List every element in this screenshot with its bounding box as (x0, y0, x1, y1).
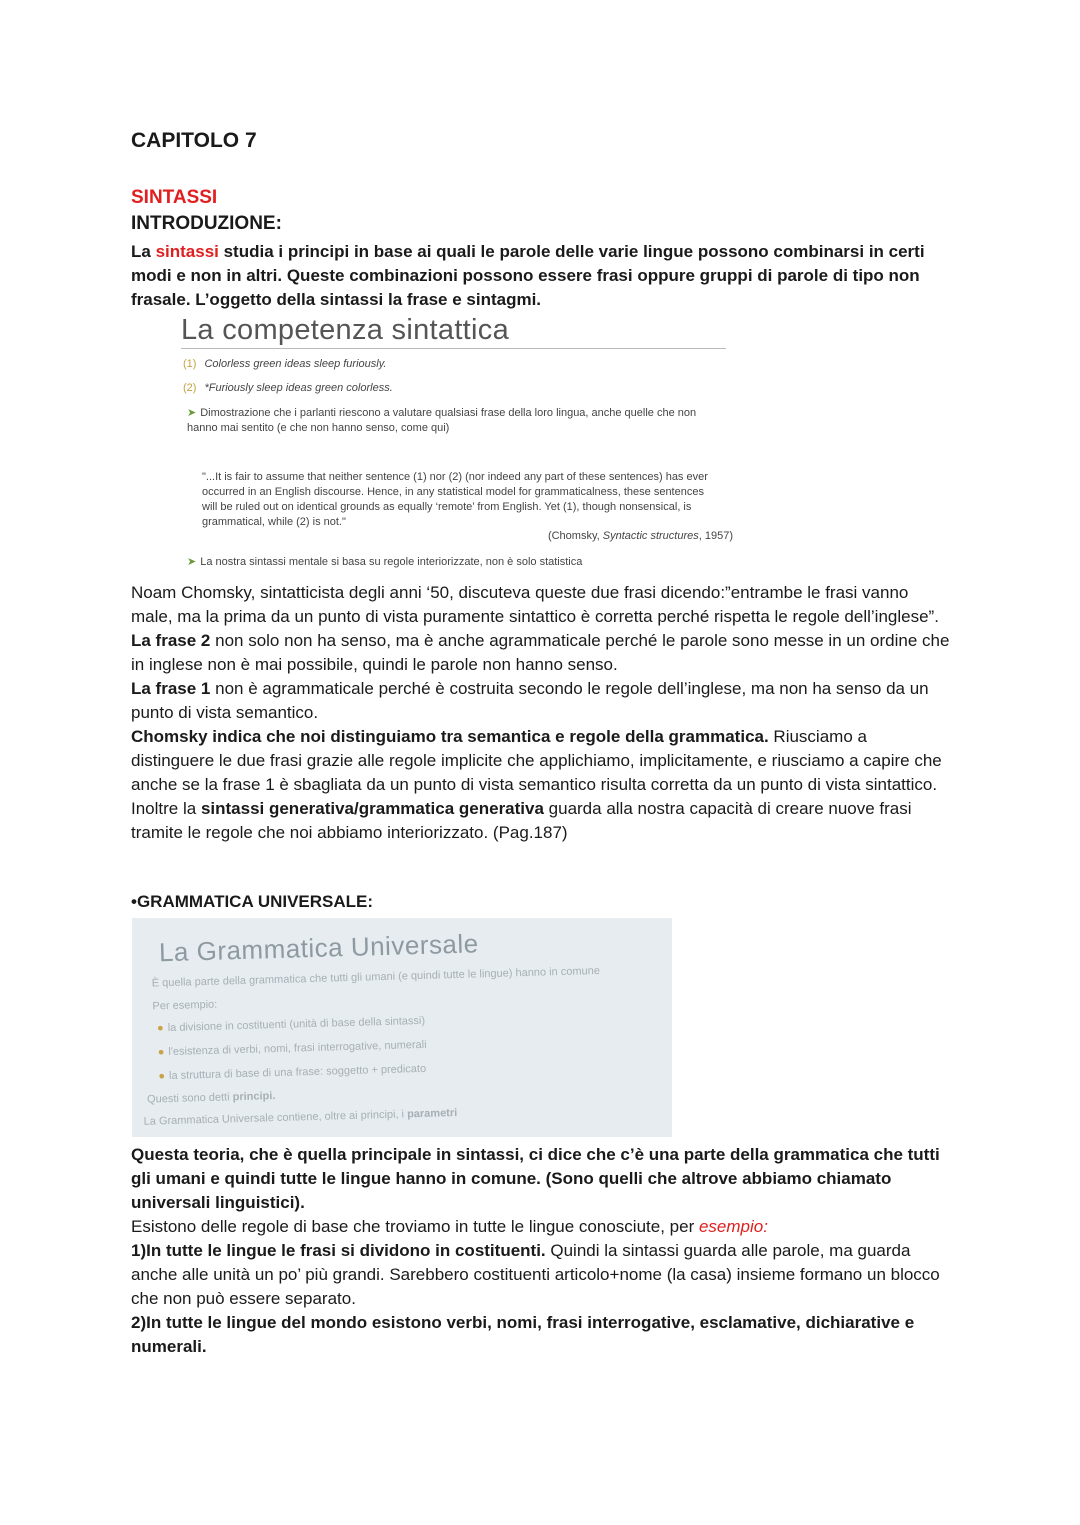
paragraph-frase-1 (131, 677, 951, 725)
cite-title: Syntactic structures (602, 530, 699, 542)
bullet-2-text: La nostra sintassi mentale si basa su regole interiorizzate, non è solo statistica (200, 556, 583, 568)
slide2-title: La Grammatica Universale (158, 928, 480, 968)
frase-2-text: non solo non ha senso, ma è anche agrammaticale perché le parole sono messe in un ordine che in inglese non è mai possibile, quindi le parole non hanno senso. (131, 631, 950, 674)
arrow-bullet-icon: ➤ (187, 407, 197, 419)
slide2-line-3 (147, 1090, 276, 1106)
slide1-bullet-2 (187, 555, 727, 570)
slide-syntactic-competence (181, 312, 781, 574)
slide1-example-1 (183, 358, 386, 370)
semantics-bold: Chomsky indica che noi distinguiamo tra semantica e regole della grammatica. (131, 727, 769, 746)
slide2-line-4 (144, 1107, 458, 1128)
example-2-number: (2) (183, 382, 197, 394)
example-1-text: Colorless green ideas sleep furiously. (204, 358, 387, 370)
point-1-bold: 1)In tutte le lingue le frasi si dividono in costituenti. (131, 1241, 546, 1260)
paragraph-frase-2 (131, 629, 951, 677)
section-heading: SINTASSI (131, 187, 218, 208)
frase-1-text: non è agrammaticale perché è costruita secondo le regole dell’inglese, ma non ha senso da un punto di vista semantico. (131, 679, 929, 722)
universal-grammar-heading: •GRAMMATICA UNIVERSALE: (131, 892, 374, 911)
paragraph-point-2: 2)In tutte le lingue del mondo esistono verbi, nomi, frasi interrogative, esclamative, dichiarative e numerali. (131, 1313, 915, 1356)
subsection-heading: INTRODUZIONE: (131, 213, 282, 234)
slide2-item-1 (157, 1015, 425, 1034)
universal-grammar-text (131, 1143, 951, 1359)
line-3-bold: principi. (232, 1090, 276, 1104)
paragraph-chomsky: Noam Chomsky, sintatticista degli anni ‘50, discuteva queste due frasi dicendo:”entrambe le frasi vanno male, ma la prima da un punto di vista puramente sintattico è corretta perché rispetta le regole dell’inglese”. (131, 583, 939, 626)
example-2-text: *Furiously sleep ideas green colorless. (204, 382, 393, 394)
paragraph-point-1 (131, 1239, 951, 1311)
item-1-text: la divisione in costituenti (unità di base della sintassi) (167, 1014, 426, 1035)
semantics-text-b: guarda alla nostra capacità di creare nuove frasi tramite le regole che noi abbiamo interiorizzato. (Pag.187) (131, 799, 912, 842)
slide1-quote: "...It is fair to assume that neither sentence (1) nor (2) (nor indeed any part of these sentences) has ever occurred in an English discourse. Hence, in any statistical model for grammaticalness, these sentences will be ruled out on identical grounds as equally ‘remote’ from English. Yet (1), though nonsensical, is grammatical, while (2) is not." (202, 471, 708, 528)
cite-pre: (Chomsky, (547, 530, 603, 542)
slide2-line-2: Per esempio: (152, 998, 218, 1013)
bullet-dot-icon: ● (158, 1070, 166, 1083)
item-3-text: la struttura di base di una frase: soggetto + predicato (168, 1062, 427, 1083)
semantics-text-a: Riusciamo a distinguere le due frasi grazie alle regole implicite che applichiamo, implicitamente, e riusciamo a capire che anche se la frase 1 è sbagliata da un punto di vista semantico risulta corretta da un punto di vista sintattico. Inoltre la (131, 727, 942, 818)
slide1-bullet-1 (187, 406, 727, 436)
line-3-pre: Questi sono detti (146, 1091, 233, 1106)
example-1-number: (1) (183, 358, 197, 370)
slide-universal-grammar (132, 918, 672, 1137)
slide1-title: La competenza sintattica (181, 314, 509, 346)
paragraph-semantics (131, 725, 951, 845)
arrow-bullet-icon: ➤ (187, 556, 197, 568)
chomsky-discussion (131, 581, 951, 845)
intro-paragraph (131, 240, 951, 312)
generative-grammar-bold: sintassi generativa/grammatica generativa (200, 799, 544, 818)
frase-1-label: La frase 1 (131, 679, 211, 698)
slide1-example-2 (183, 382, 393, 394)
rules-example-label: esempio: (698, 1217, 768, 1236)
intro-post: studia i principi in base ai quali le parole delle varie lingue possono combinarsi in certi modi e non in altri. Queste combinazioni possono essere frasi oppure gruppi di parole di tipo non frasale. L’oggetto della sintassi la frase e sintagmi. (131, 242, 925, 309)
frase-2-label: La frase 2 (131, 631, 211, 650)
item-2-text: l'esistenza di verbi, nomi, frasi interrogative, numerali (168, 1038, 427, 1059)
slide2-item-2 (158, 1039, 427, 1059)
slide2-line-1: È quella parte della grammatica che tutti gli umani (e quindi tutte le lingue) hanno in comune (151, 964, 601, 990)
slide1-citation (548, 530, 733, 542)
intro-term: sintassi (155, 242, 219, 261)
slide1-divider (181, 348, 726, 349)
line-4-pre: La Grammatica Universale contiene, oltre ai principi, i (143, 1108, 408, 1128)
slide2-item-3 (158, 1063, 426, 1082)
paragraph-theory: Questa teoria, che è quella principale in sintassi, ci dice che c’è una parte della grammatica che tutti gli umani e quindi tutte le lingue hanno in comune. (Sono quelli che altrove abbiamo chiamato universali linguistici). (131, 1145, 940, 1212)
cite-post: , 1957) (698, 530, 733, 542)
point-1-text: Quindi la sintassi guarda alle parole, ma guarda anche alle unità un po’ più grandi. Sarebbero costituenti articolo+nome (la casa) insieme formano un blocco che non può essere separato. (131, 1241, 940, 1308)
paragraph-rules (131, 1215, 951, 1239)
line-4-bold: parametri (406, 1106, 458, 1121)
chapter-heading: CAPITOLO 7 (131, 129, 257, 152)
rules-text: Esistono delle regole di base che troviamo in tutte le lingue conosciute, per (131, 1217, 699, 1236)
bullet-1-text: Dimostrazione che i parlanti riescono a valutare qualsiasi frase della loro lingua, anche quelle che non hanno mai sentito (e che non hanno senso, come qui) (187, 407, 697, 434)
intro-pre: La (131, 242, 156, 261)
bullet-dot-icon: ● (157, 1046, 165, 1059)
bullet-dot-icon: ● (156, 1022, 164, 1035)
